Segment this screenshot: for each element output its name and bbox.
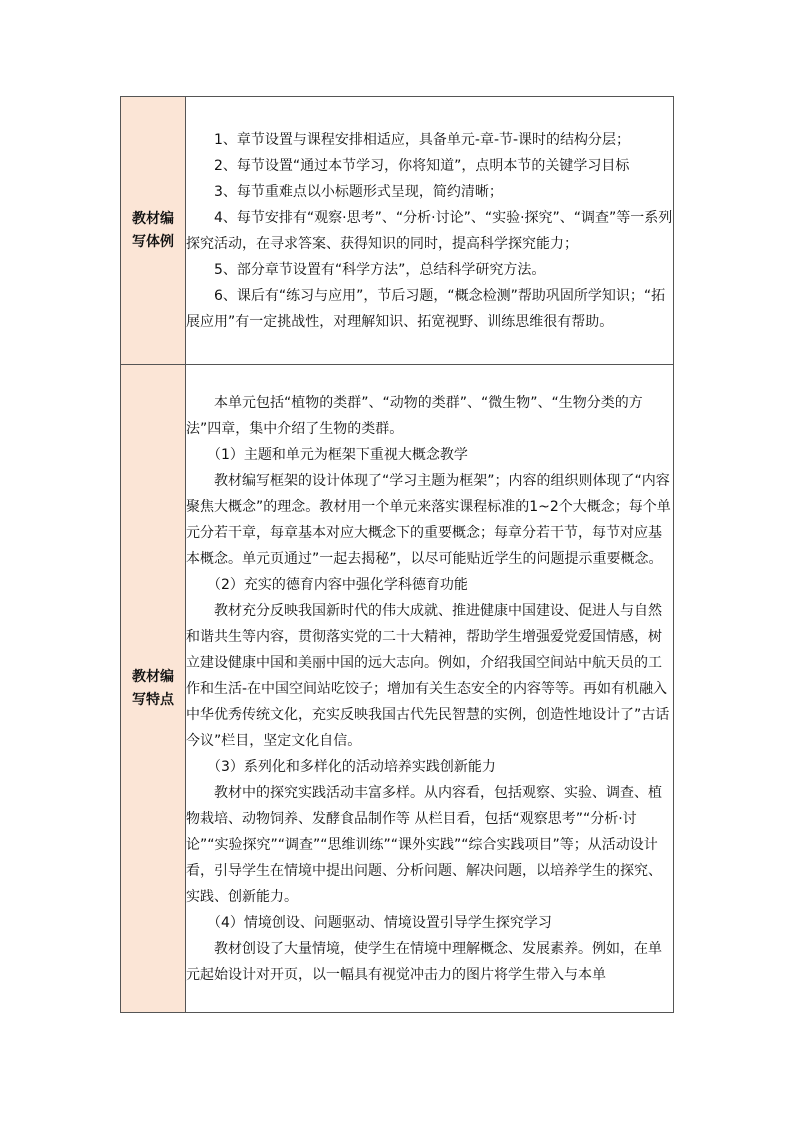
section-heading: （2）充实的德育内容中强化学科德育功能 — [207, 576, 468, 593]
table-row-features — [121, 365, 674, 1013]
section-heading: （4）情境创设、问题驱动、情境设置引导学生探究学习 — [207, 914, 552, 931]
content-paragraph: 1、章节设置与课程安排相适应，具备单元-章-节-课时的结构分层； — [214, 131, 631, 148]
row-label: 教材编写体例 — [132, 210, 174, 250]
row-label: 教材编写特点 — [132, 668, 174, 708]
content-paragraph: 5、部分章节设置有“科学方法”，总结科学研究方法。 — [214, 261, 546, 278]
section-heading: （1）主题和单元为框架下重视大概念教学 — [207, 446, 468, 463]
row-content-cell — [186, 97, 674, 365]
content-paragraph: 教材充分反映我国新时代的伟大成就、推进健康中国建设、促进人与自然和谐共生等内容，贯彻落实党的二十大精神，帮助学生增强爱党爱国情感，树立建设健康中国和美丽中国的远大志向。例如，介绍我国空间站中航天员的工作和生活-在中国空间站吃饺子；增加有关生态安全的内容等等。再如有机融入中华优秀传统文化，充实反映我国古代先民智慧的实例，创造性地设计了”古话今议”栏目，坚定文化自信。 — [186, 602, 670, 749]
content-paragraph: 2、每节设置“通过本节学习，你将知道”，点明本节的关键学习目标 — [214, 157, 630, 174]
content-paragraph: 6、课后有“练习与应用”，节后习题，“概念检测”帮助巩固所学知识；“拓展应用”有一定挑战性，对理解知识、拓宽视野、训练思维很有帮助。 — [186, 287, 666, 330]
section-heading: （3）系列化和多样化的活动培养实践创新能力 — [207, 758, 496, 775]
textbook-analysis-table — [120, 96, 674, 1013]
content-paragraph: 4、每节安排有“观察·思考”、“分析·讨论”、“实验·探究”、“调查”等一系列探究活动，在寻求答案、获得知识的同时，提高科学探究能力； — [186, 209, 673, 252]
content-paragraph: 3、每节重难点以小标题形式呈现，简约清晰； — [214, 183, 503, 200]
row-label-cell — [121, 97, 186, 365]
row-content-cell — [186, 365, 674, 1013]
content-paragraph: 教材中的探究实践活动丰富多样。从内容看，包括观察、实验、调查、植物栽培、动物饲养、发酵食品制作等 从栏目看，包括“观察思考”“分析·讨论”“实验探究”“调查”“思维训练”“课外实践”“综合实践项目”等；从活动设计看，引导学生在情境中提出问题、分析问题、解决问题，以培养学生的探究、实践、创新能力。 — [186, 784, 662, 905]
row-label-cell — [121, 365, 186, 1013]
content-paragraph: 本单元包括“植物的类群”、“动物的类群”、“微生物”、“生物分类的方法”四章，集中介绍了生物的类群。 — [186, 394, 643, 437]
content-paragraph: 教材编写框架的设计体现了“学习主题为框架”；内容的组织则体现了“内容聚焦大概念”的理念。教材用一个单元来落实课程标准的1~2个大概念；每个单元分若干章，每章基本对应大概念下的重要概念；每章分若干节，每节对应基本概念。单元页通过”一起去揭秘”，以尽可能贴近学生的问题提示重要概念。 — [186, 472, 671, 567]
table-row-style — [121, 97, 674, 365]
content-paragraph: 教材创设了大量情境，使学生在情境中理解概念、发展素养。例如，在单元起始设计对开页，以一幅具有视觉冲击力的图片将学生带入与本单 — [186, 940, 662, 983]
